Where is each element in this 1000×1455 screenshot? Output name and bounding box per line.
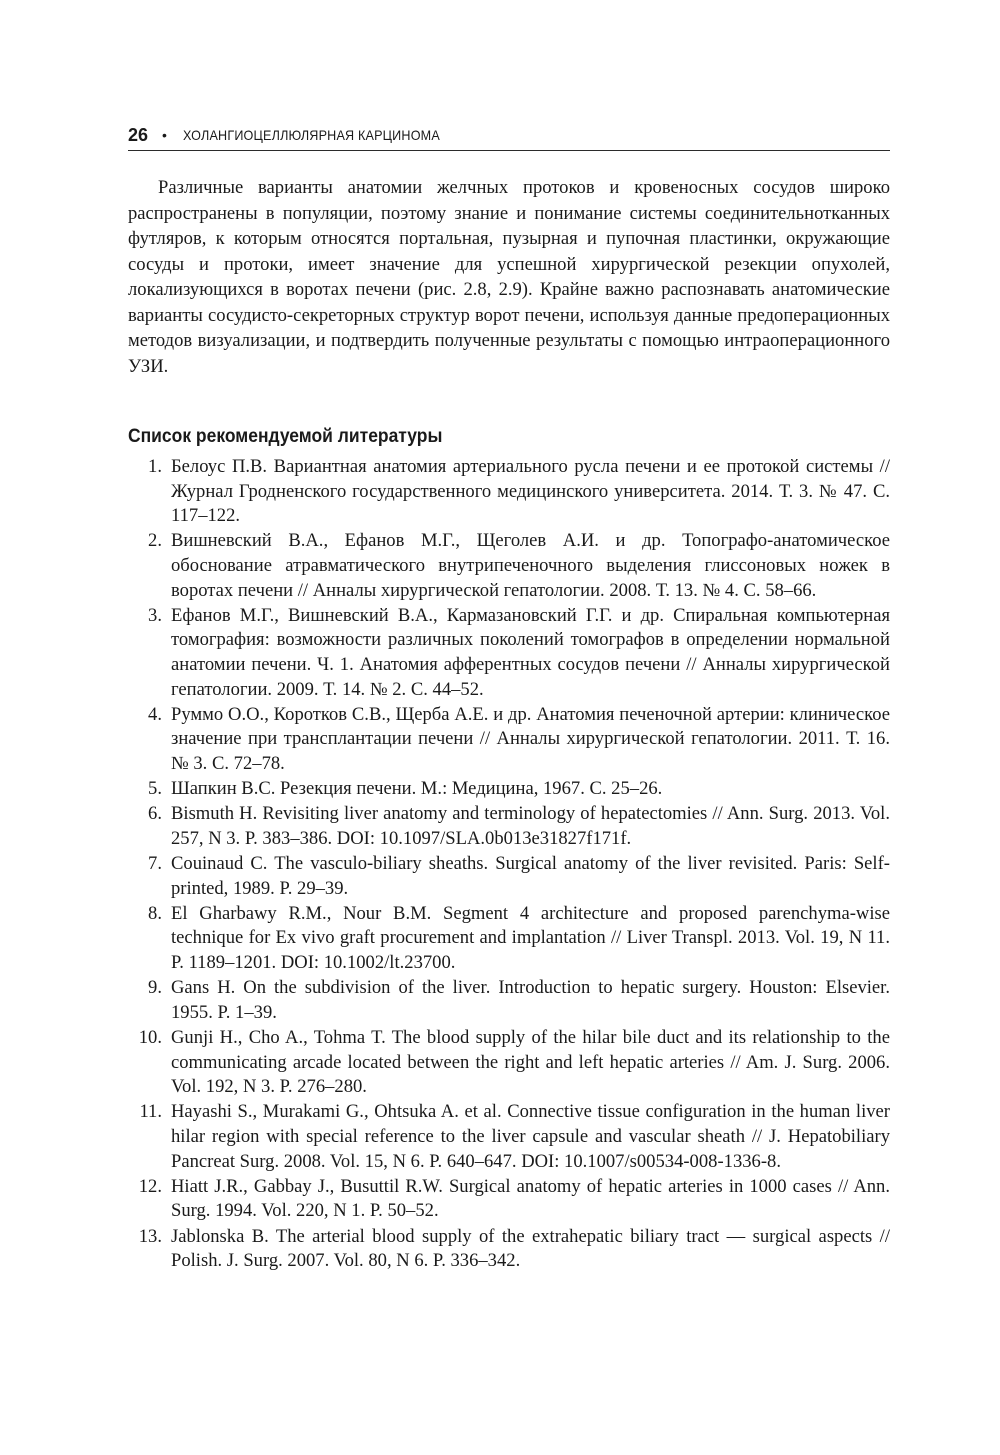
reference-number: 12.: [138, 1175, 162, 1197]
reference-item-7: [128, 852, 890, 901]
body-paragraph: Различные варианты анатомии желчных протоков и кровеносных сосудов широко распространены в популяции, поэтому знание и понимание системы соединительнотканных футляров, к которым относятся портальная, пузырная и пупочная пластинки, окружающие сосуды и протоки, имеет значение для успешной хирургической резекции опухолей, локализующихся в воротах печени (рис. 2.8, 2.9). Крайне важно распознавать анатомические варианты сосудисто-секреторных структур ворот печени, используя данные предоперационных методов визуализации, и подтвердить полученные результаты с помощью интраоперационного УЗИ.: [128, 177, 890, 377]
reference-text: Gunji H., Cho A., Tohma T. The blood supply of the hilar bile duct and its relationship to the communicating arcade located between the right and left hepatic arteries // Am. J. Surg. 2006. Vol. 192, N 3. P. 276–280.: [171, 1027, 890, 1098]
page-number: 26: [128, 125, 149, 145]
reference-number: 4.: [148, 703, 162, 725]
reference-item-5: [128, 777, 890, 802]
reference-text: Белоус П.В. Вариантная анатомия артериального русла печени и ее протокой системы // Журнал Гродненского государственного медицинского университета. 2014. Т. 3. № 47. С. 117–122.: [171, 456, 890, 527]
reference-number: 10.: [138, 1027, 162, 1048]
reference-item-2: [128, 529, 890, 603]
reference-number: 5.: [148, 778, 162, 800]
reference-item-12: [128, 1175, 890, 1224]
reference-item-8: [128, 902, 890, 976]
reference-number: 13.: [138, 1225, 162, 1247]
header-bullet: •: [162, 127, 167, 143]
reference-number: 2.: [148, 530, 162, 552]
reference-text: Gans H. On the subdivision of the liver. Introduction to hepatic surgery. Houston: Elsevier. 1955. P. 1–39.: [171, 977, 890, 1023]
reference-text: Jablonska B. The arterial blood supply of the extrahepatic biliary tract — surgical aspects // Polish. J. Surg. 2007. Vol. 80, N 6. P. 336–342.: [171, 1225, 890, 1272]
reference-text: Шапкин В.С. Резекция печени. М.: Медицина, 1967. С. 25–26.: [171, 778, 663, 800]
reference-item-1: [128, 455, 890, 529]
reference-number: 11.: [139, 1101, 162, 1123]
reference-item-6: [128, 802, 890, 851]
reference-number: 3.: [148, 604, 162, 626]
reference-item-13: [128, 1225, 890, 1274]
reference-item-3: [128, 604, 890, 702]
reference-text: Hayashi S., Murakami G., Ohtsuka A. et al. Connective tissue configuration in the human liver hilar region with special reference to the liver capsule and vascular sheath // J. Hepatobiliary Pancreat Surg. 2008. Vol. 15, N 6. P. 640–647. DOI: 10.1007/s00534-008-1336-8.: [171, 1101, 890, 1172]
reference-number: 9.: [148, 977, 162, 999]
reference-item-9: [128, 976, 890, 1025]
reference-text: Руммо О.О., Коротков С.В., Щерба А.Е. и др. Анатомия печеночной артерии: клиническое значение при трансплантации печени // Анналы хирургической гепатологии. 2011. Т. 16. № 3. С. 72–78.: [171, 703, 890, 774]
references-heading: Список рекомендуемой литературы: [128, 426, 443, 447]
reference-number: 1.: [148, 456, 162, 477]
reference-number: 6.: [148, 803, 162, 825]
reference-number: 8.: [148, 902, 162, 924]
reference-item-4: [128, 703, 890, 777]
reference-text: El Gharbawy R.M., Nour B.M. Segment 4 architecture and proposed parenchyma-wise technique for Ex vivo graft procurement and implantation // Liver Transpl. 2013. Vol. 19, N 11. P. 1189–1201. DOI: 10.1002/lt.23700.: [171, 902, 890, 974]
running-title: ХОЛАНГИОЦЕЛЛЮЛЯРНАЯ КАРЦИНОМА: [182, 127, 440, 143]
reference-item-10: [128, 1026, 890, 1100]
references-list: [128, 455, 890, 1274]
reference-text: Ефанов М.Г., Вишневский В.А., Кармазановский Г.Г. и др. Спиральная компьютерная томография: возможности различных поколений томографов в определении нормальной анатомии печени. Ч. 1. Анатомия афферентных сосудов печени // Анналы хирургической гепатологии. 2009. Т. 14. № 2. С. 44–52.: [171, 604, 890, 700]
page-header: [128, 124, 890, 151]
reference-text: Hiatt J.R., Gabbay J., Busuttil R.W. Surgical anatomy of hepatic arteries in 1000 cases // Ann. Surg. 1994. Vol. 220, N 1. P. 50–52.: [171, 1175, 890, 1222]
reference-text: Bismuth H. Revisiting liver anatomy and terminology of hepatectomies // Ann. Surg. 2013. Vol. 257, N 3. P. 383–386. DOI: 10.1097/SLA.0b013e31827f171f.: [171, 803, 890, 849]
reference-text: Вишневский В.А., Ефанов М.Г., Щеголев А.И. и др. Топографо-анатомическое обоснование атравматического внутрипеченочного выделения глиссоновых ножек в воротах печени // Анналы хирургической гепатологии. 2008. Т. 13. № 4. С. 58–66.: [171, 530, 890, 601]
reference-item-11: [128, 1100, 890, 1174]
reference-text: Couinaud C. The vasculo-biliary sheaths. Surgical anatomy of the liver revisited. Paris: Self-printed, 1989. P. 29–39.: [171, 853, 890, 899]
reference-number: 7.: [148, 853, 162, 875]
